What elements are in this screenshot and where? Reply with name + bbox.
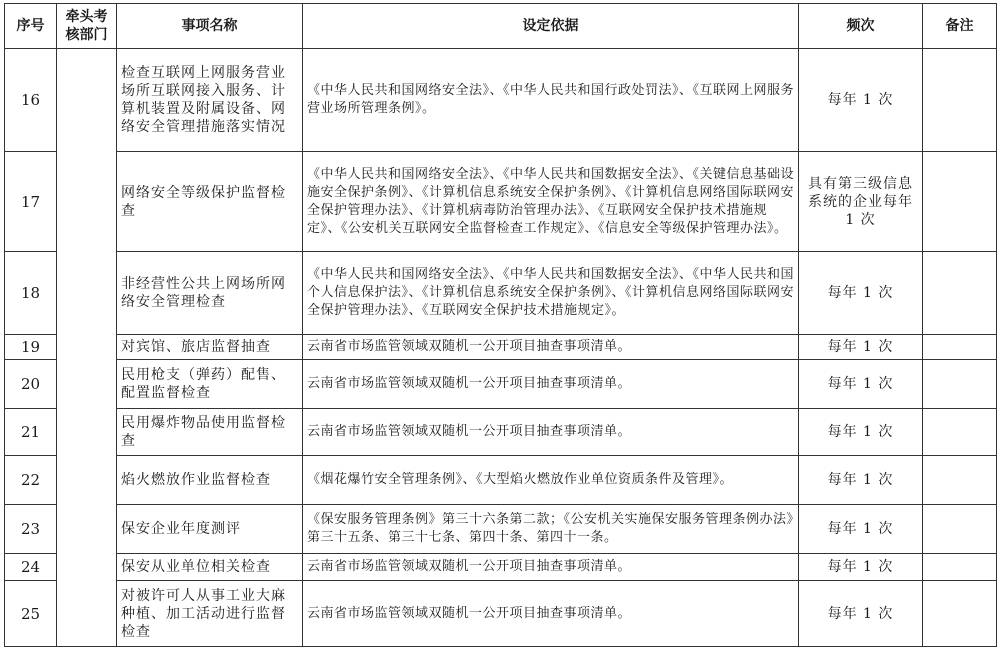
basis-cell: 《保安服务管理条例》第三十六条第二款；《公安机关实施保安服务管理条例办法》第三十五条、第三十七条、第四十条、第四十一条。 xyxy=(303,505,799,554)
frequency-cell: 具有第三级信息系统的企业每年 1 次 xyxy=(799,152,923,251)
lead-dept-cell xyxy=(57,49,117,647)
header-dept: 牵头考核部门 xyxy=(57,4,117,49)
table-row xyxy=(5,581,997,647)
seq-cell: 21 xyxy=(5,408,57,456)
inspection-items-table xyxy=(4,3,997,647)
table-row xyxy=(5,553,997,580)
item-name-cell: 对宾馆、旅店监督抽查 xyxy=(117,334,303,359)
frequency-cell: 每年 1 次 xyxy=(799,456,923,505)
frequency-cell: 每年 1 次 xyxy=(799,408,923,456)
note-cell xyxy=(923,581,997,647)
item-name-cell: 民用枪支（弹药）配售、配置监督检查 xyxy=(117,360,303,409)
frequency-cell: 每年 1 次 xyxy=(799,49,923,152)
seq-cell: 17 xyxy=(5,152,57,251)
basis-cell: 《中华人民共和国网络安全法》、《中华人民共和国数据安全法》、《关键信息基础设施安全保护条例》、《计算机信息系统安全保护条例》、《计算机信息网络国际联网安全保护管理办法》、《计算机病毒防治管理办法》、《互联网安全保护技术措施规定》、《公安机关互联网安全监督检查工作规定》、《信息安全等级保护管理办法》。 xyxy=(303,152,799,251)
header-item: 事项名称 xyxy=(117,4,303,49)
basis-cell: 《中华人民共和国网络安全法》、《中华人民共和国数据安全法》、《中华人民共和国个人信息保护法》、《计算机信息系统安全保护条例》、《计算机信息网络国际联网安全保护管理办法》、《互联网安全保护技术措施规定》。 xyxy=(303,251,799,334)
seq-cell: 20 xyxy=(5,360,57,409)
item-name-cell: 民用爆炸物品使用监督检查 xyxy=(117,408,303,456)
frequency-cell: 每年 1 次 xyxy=(799,360,923,409)
note-cell xyxy=(923,408,997,456)
seq-cell: 25 xyxy=(5,581,57,647)
note-cell xyxy=(923,360,997,409)
item-name-cell: 保安企业年度测评 xyxy=(117,505,303,554)
note-cell xyxy=(923,251,997,334)
note-cell xyxy=(923,49,997,152)
frequency-cell: 每年 1 次 xyxy=(799,334,923,359)
basis-cell: 云南省市场监管领域双随机一公开项目抽查事项清单。 xyxy=(303,360,799,409)
note-cell xyxy=(923,553,997,580)
table-row xyxy=(5,152,997,251)
item-name-cell: 对被许可人从事工业大麻种植、加工活动进行监督检查 xyxy=(117,581,303,647)
note-cell xyxy=(923,456,997,505)
basis-cell: 云南省市场监管领域双随机一公开项目抽查事项清单。 xyxy=(303,581,799,647)
basis-cell: 《中华人民共和国网络安全法》、《中华人民共和国行政处罚法》、《互联网上网服务营业场所管理条例》。 xyxy=(303,49,799,152)
frequency-cell: 每年 1 次 xyxy=(799,505,923,554)
seq-cell: 19 xyxy=(5,334,57,359)
header-seq: 序号 xyxy=(5,4,57,49)
item-name-cell: 检查互联网上网服务营业场所互联网接入服务、计算机装置及附属设备、网络安全管理措施落实情况 xyxy=(117,49,303,152)
seq-cell: 16 xyxy=(5,49,57,152)
basis-cell: 云南省市场监管领域双随机一公开项目抽查事项清单。 xyxy=(303,334,799,359)
note-cell xyxy=(923,152,997,251)
item-name-cell: 网络安全等级保护监督检查 xyxy=(117,152,303,251)
seq-cell: 24 xyxy=(5,553,57,580)
table-row xyxy=(5,251,997,334)
table-row xyxy=(5,505,997,554)
table-row xyxy=(5,360,997,409)
note-cell xyxy=(923,505,997,554)
item-name-cell: 保安从业单位相关检查 xyxy=(117,553,303,580)
note-cell xyxy=(923,334,997,359)
header-basis: 设定依据 xyxy=(303,4,799,49)
basis-cell: 云南省市场监管领域双随机一公开项目抽查事项清单。 xyxy=(303,408,799,456)
item-name-cell: 非经营性公共上网场所网络安全管理检查 xyxy=(117,251,303,334)
basis-cell: 云南省市场监管领域双随机一公开项目抽查事项清单。 xyxy=(303,553,799,580)
table-row xyxy=(5,49,997,152)
table-row xyxy=(5,408,997,456)
header-freq: 频次 xyxy=(799,4,923,49)
header-note: 备注 xyxy=(923,4,997,49)
seq-cell: 22 xyxy=(5,456,57,505)
frequency-cell: 每年 1 次 xyxy=(799,581,923,647)
frequency-cell: 每年 1 次 xyxy=(799,251,923,334)
seq-cell: 18 xyxy=(5,251,57,334)
basis-cell: 《烟花爆竹安全管理条例》、《大型焰火燃放作业单位资质条件及管理》。 xyxy=(303,456,799,505)
seq-cell: 23 xyxy=(5,505,57,554)
header-row xyxy=(5,4,997,49)
table-row xyxy=(5,456,997,505)
table-row xyxy=(5,334,997,359)
frequency-cell: 每年 1 次 xyxy=(799,553,923,580)
item-name-cell: 焰火燃放作业监督检查 xyxy=(117,456,303,505)
